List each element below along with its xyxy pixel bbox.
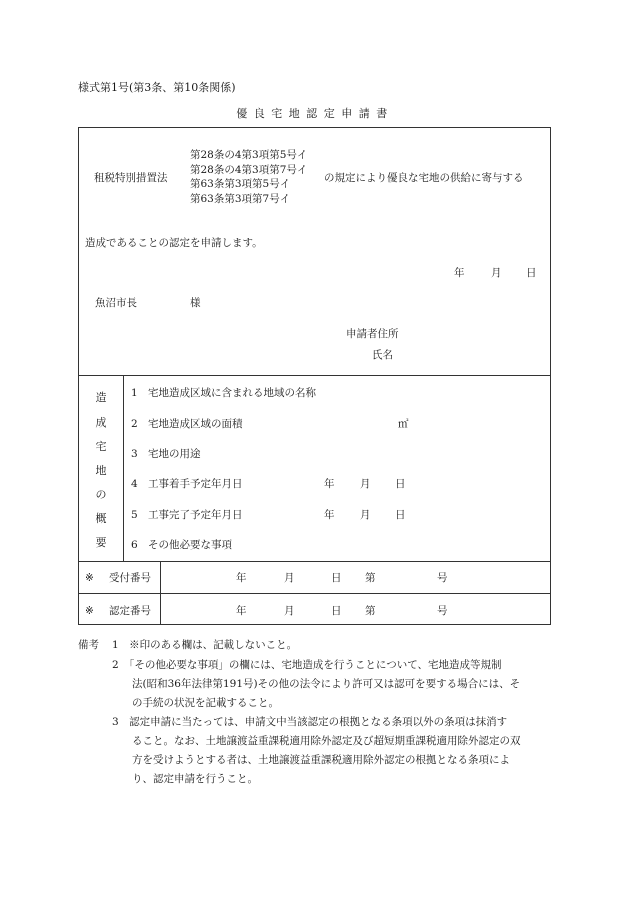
overview-label-divider <box>123 375 124 561</box>
section-divider <box>79 375 550 376</box>
application-form <box>78 127 551 625</box>
remark-line: り、認定申請を行うこと。 <box>132 773 258 785</box>
office-use-mark: ※ <box>85 605 94 617</box>
receipt-year[interactable]: 年 <box>236 572 247 584</box>
start-date-month[interactable]: 月 <box>360 478 371 490</box>
overview-item-number: 4 <box>131 478 138 490</box>
applicant-address-label: 申請者住所 <box>346 328 399 340</box>
overview-item-number: 6 <box>131 539 138 551</box>
receipt-day[interactable]: 日 <box>331 572 342 584</box>
clause-item: 第28条の4第3項第5号イ <box>190 149 308 161</box>
receipt-month[interactable]: 月 <box>284 572 295 584</box>
overview-item-completion-date[interactable]: 工事完了予定年月日 <box>148 509 243 521</box>
overview-item-number: 2 <box>131 418 138 430</box>
receipt-dai: 第 <box>365 572 376 584</box>
certification-go: 号 <box>437 605 448 617</box>
request-sentence: 造成であることの認定を申請します。 <box>85 237 263 249</box>
certification-number-label: 認定番号 <box>109 605 151 617</box>
certification-year[interactable]: 年 <box>236 605 247 617</box>
side-label-char: 地 <box>95 464 107 477</box>
recipient-honorific: 様 <box>190 297 201 309</box>
area-unit: ㎡ <box>398 418 409 430</box>
overview-item-number: 5 <box>131 509 138 521</box>
application-date-day[interactable]: 日 <box>526 267 537 279</box>
remark-line: 3 認定申請に当たっては、申請文中当該認定の根拠となる条項以外の条項は抹消す <box>112 716 508 728</box>
clause-item: 第63条第3項第7号イ <box>190 192 291 205</box>
remarks-heading: 備考 <box>78 639 99 651</box>
law-name: 租税特別措置法 <box>94 172 168 184</box>
application-date-month[interactable]: 月 <box>491 267 502 279</box>
remark-line: ること。なお、土地譲渡益重課税適用除外認定及び超短期重課税適用除外認定の双 <box>132 735 521 747</box>
office-use-mark: ※ <box>85 572 94 584</box>
side-label-char: の <box>95 488 107 501</box>
receipt-row-divider <box>79 593 550 594</box>
overview-item-start-date[interactable]: 工事着手予定年月日 <box>148 478 243 490</box>
recipient: 魚沼市長 <box>95 297 137 309</box>
completion-date-day[interactable]: 日 <box>395 509 406 521</box>
section-divider <box>79 561 550 562</box>
clause-suffix-text: の規定により優良な宅地の供給に寄与する <box>324 172 524 184</box>
overview-item-area-name[interactable]: 宅地造成区域に含まれる地域の名称 <box>148 387 316 399</box>
certification-month[interactable]: 月 <box>284 605 295 617</box>
overview-item-number: 1 <box>131 387 138 399</box>
side-label-char: 概 <box>95 512 107 525</box>
receipt-go: 号 <box>437 572 448 584</box>
side-label-char: 宅 <box>95 440 107 453</box>
remark-line: の手続の状況を記載すること。 <box>132 697 279 709</box>
certification-dai: 第 <box>365 605 376 617</box>
overview-item-number: 3 <box>131 448 138 460</box>
remark-line: 方を受けようとする者は、土地譲渡益重課税適用除外認定の根拠となる条項によ <box>132 754 510 766</box>
remark-line: 法(昭和36年法律第191号)その他の法令により許可又は認可を要する場合には、そ <box>132 678 521 690</box>
side-label-char: 造 <box>95 391 107 404</box>
clause-list <box>190 148 307 206</box>
start-date-day[interactable]: 日 <box>395 478 406 490</box>
form-number-label: 様式第1号(第3条、第10条関係) <box>78 81 236 94</box>
applicant-name-label: 氏名 <box>372 349 393 361</box>
receipt-number-label: 受付番号 <box>109 572 151 584</box>
side-label-char: 要 <box>95 536 107 549</box>
overview-item-other-matters[interactable]: その他必要な事項 <box>148 539 232 551</box>
completion-date-year[interactable]: 年 <box>324 509 335 521</box>
remark-line: 2 「その他必要な事項」の欄には、宅地造成を行うことについて、宅地造成等規制 <box>112 659 502 671</box>
completion-date-month[interactable]: 月 <box>360 509 371 521</box>
clause-item: 第28条の4第3項第7号イ <box>190 163 308 176</box>
application-date-year[interactable]: 年 <box>454 267 465 279</box>
document-title: 優良宅地認定申請書 <box>236 107 394 120</box>
side-label-char: 成 <box>95 416 107 429</box>
overview-item-land-use[interactable]: 宅地の用途 <box>148 448 201 460</box>
clause-item: 第63条第3項第5号イ <box>190 178 291 190</box>
start-date-year[interactable]: 年 <box>324 478 335 490</box>
overview-item-area-size[interactable]: 宅地造成区域の面積 <box>148 418 243 430</box>
remark-line: 1 ※印のある欄は、記載しないこと。 <box>112 639 298 651</box>
certification-day[interactable]: 日 <box>331 605 342 617</box>
